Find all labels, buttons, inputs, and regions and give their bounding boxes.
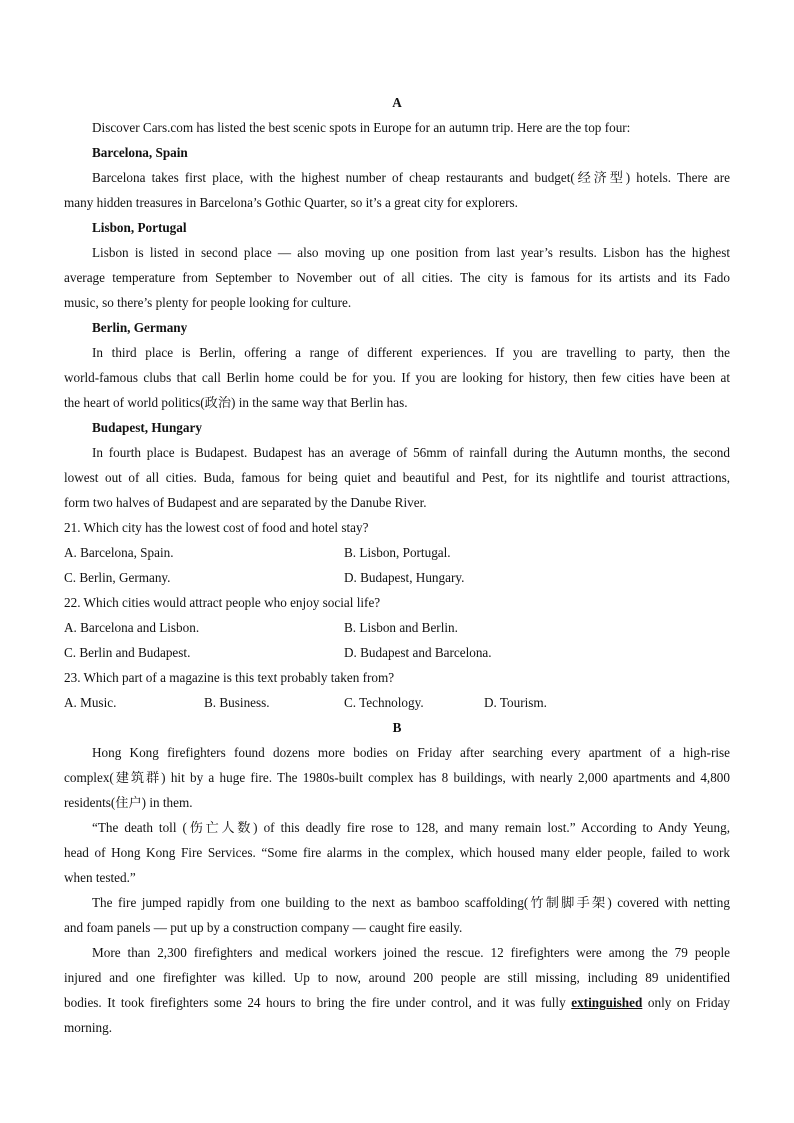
question-21-options-row	[64, 565, 730, 590]
option-a: A. Music.	[64, 695, 117, 710]
city-heading-budapest: Budapest, Hungary	[92, 420, 202, 435]
city-heading-barcelona: Barcelona, Spain	[92, 145, 188, 160]
paragraph-line: form two halves of Budapest and are separated by the Danube River.	[64, 495, 427, 510]
city-heading-lisbon: Lisbon, Portugal	[92, 220, 187, 235]
option-c: C. Berlin, Germany.	[64, 570, 171, 585]
paragraph-line: Hong Kong firefighters found dozens more bodies on Friday after searching every apartment of a high-rise	[92, 745, 730, 760]
section-a-heading: A	[392, 95, 402, 110]
paragraph-line: “The death toll (伤亡人数) of this deadly fire rose to 128, and many remain lost.” According to Andy Yeung,	[92, 820, 730, 835]
option-b: B. Lisbon, Portugal.	[344, 545, 451, 560]
option-d: D. Budapest and Barcelona.	[344, 645, 492, 660]
paragraph-line: average temperature from September to November out of all cities. The city is famous for its artists and its Fado	[64, 270, 730, 285]
paragraph-line: The fire jumped rapidly from one building to the next as bamboo scaffolding(竹制脚手架) covered with netting	[92, 895, 730, 910]
question-23-options-row	[64, 690, 730, 715]
question-22-options-row	[64, 640, 730, 665]
option-a: A. Barcelona and Lisbon.	[64, 620, 200, 635]
question-22-stem: 22. Which cities would attract people who enjoy social life?	[64, 595, 381, 610]
paragraph-line: complex(建筑群) hit by a huge fire. The 1980s-built complex has 8 buildings, with nearly 2,000 apartments and 4,800	[64, 770, 730, 785]
paragraph-line: Barcelona takes first place, with the highest number of cheap restaurants and budget(经济型) hotels. There are	[92, 170, 730, 185]
option-c: C. Technology.	[344, 695, 424, 710]
paragraph-line: music, so there’s plenty for people looking for culture.	[64, 295, 352, 310]
paragraph-line: head of Hong Kong Fire Services. “Some fire alarms in the complex, which housed many elder people, failed to work	[64, 845, 730, 860]
paragraph-line: More than 2,300 firefighters and medical workers joined the rescue. 12 firefighters were among the 79 people	[92, 945, 730, 960]
option-d: D. Budapest, Hungary.	[344, 570, 465, 585]
paragraph-line: In fourth place is Budapest. Budapest has an average of 56mm of rainfall during the Autumn months, the second	[92, 445, 730, 460]
paragraph-line: injured and one firefighter was killed. Up to now, around 200 people are still missing, including 89 unidentified	[64, 970, 730, 985]
section-b-heading: B	[392, 720, 402, 735]
question-23-stem: 23. Which part of a magazine is this text probably taken from?	[64, 670, 395, 685]
option-a: A. Barcelona, Spain.	[64, 545, 174, 560]
paragraph-line: Lisbon is listed in second place — also moving up one position from last year’s results. Lisbon has the highest	[92, 245, 730, 260]
paragraph-line-with-underline	[64, 990, 730, 1015]
paragraph-line: morning.	[64, 1020, 112, 1035]
question-22-options-row	[64, 615, 730, 640]
text-segment: bodies. It took firefighters some 24 hours to bring the fire under control, and it was fully	[64, 995, 566, 1010]
section-a-intro: Discover Cars.com has listed the best scenic spots in Europe for an autumn trip. Here are the top four:	[92, 120, 631, 135]
paragraph-line: many hidden treasures in Barcelona’s Gothic Quarter, so it’s a great city for explorers.	[64, 195, 518, 210]
paragraph-line: and foam panels — put up by a construction company — caught fire easily.	[64, 920, 463, 935]
option-c: C. Berlin and Budapest.	[64, 645, 191, 660]
paragraph-line: lowest out of all cities. Buda, famous for being quiet and beautiful and Pest, for its nightlife and tourist attractions,	[64, 470, 730, 485]
question-21-stem: 21. Which city has the lowest cost of food and hotel stay?	[64, 520, 369, 535]
paragraph-line: the heart of world politics(政治) in the same way that Berlin has.	[64, 395, 408, 410]
city-heading-berlin: Berlin, Germany	[92, 320, 188, 335]
option-b: B. Lisbon and Berlin.	[344, 620, 458, 635]
paragraph-line: when tested.”	[64, 870, 136, 885]
document-page	[64, 90, 730, 1040]
paragraph-line: world-famous clubs that call Berlin home could be for you. If you are looking for history, then few cities have been at	[64, 370, 730, 385]
paragraph-line: residents(住户) in them.	[64, 795, 193, 810]
option-b: B. Business.	[204, 695, 270, 710]
paragraph-line: In third place is Berlin, offering a range of different experiences. If you are travelling to party, then the	[92, 345, 730, 360]
text-segment: only on Friday	[647, 995, 730, 1010]
option-d: D. Tourism.	[484, 695, 547, 710]
question-21-options-row	[64, 540, 730, 565]
underlined-word: extinguished	[571, 995, 643, 1010]
